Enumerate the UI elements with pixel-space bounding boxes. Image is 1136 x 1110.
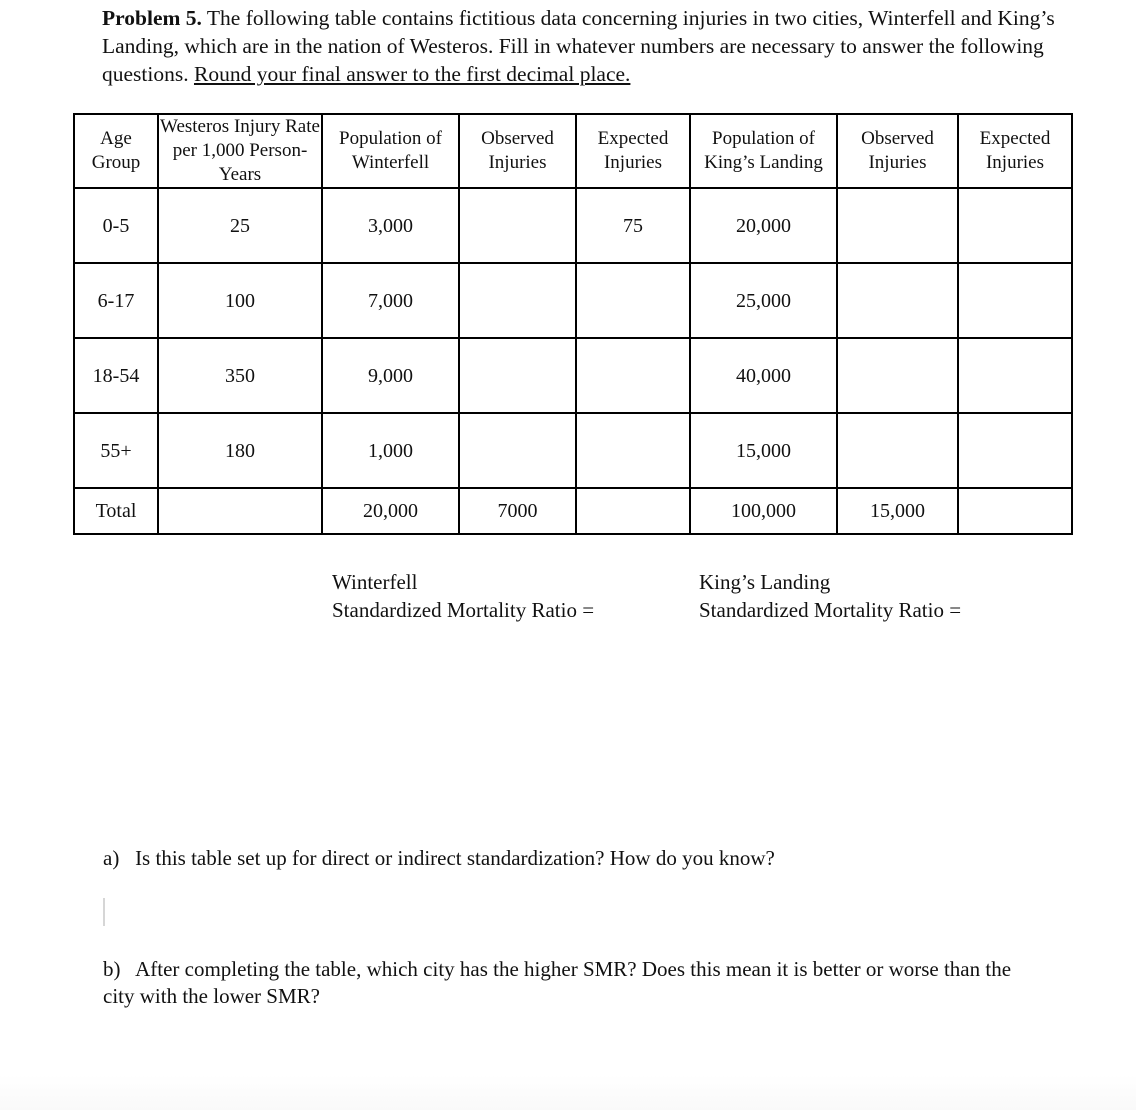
observed-kings-landing[interactable] (837, 188, 958, 263)
winterfell-smr (332, 568, 594, 624)
winterfell-smr-city: Winterfell (332, 570, 418, 594)
text-cursor (103, 898, 105, 926)
observed-winterfell[interactable] (459, 413, 576, 488)
header-observed-winterfell: Observed Injuries (459, 114, 576, 188)
age-group: 55+ (74, 413, 158, 488)
table-row (74, 188, 1072, 263)
problem-statement (102, 4, 1062, 88)
pop-winterfell: 1,000 (322, 413, 459, 488)
pop-kings-landing: 20,000 (690, 188, 837, 263)
kings-landing-smr-city: King’s Landing (699, 570, 831, 594)
injury-rate: 25 (158, 188, 322, 263)
kings-landing-smr-label: Standardized Mortality Ratio = (699, 598, 962, 622)
observed-kings-landing[interactable] (837, 263, 958, 338)
pop-winterfell: 7,000 (322, 263, 459, 338)
header-age-group: Age Group (74, 114, 158, 188)
table-row (74, 413, 1072, 488)
expected-winterfell[interactable]: 75 (576, 188, 690, 263)
table-row (74, 263, 1072, 338)
expected-kings-landing[interactable] (958, 188, 1072, 263)
observed-winterfell[interactable] (459, 188, 576, 263)
header-observed-kings-landing: Observed Injuries (837, 114, 958, 188)
observed-winterfell[interactable] (459, 338, 576, 413)
total-injury-rate (158, 488, 322, 534)
pop-kings-landing: 25,000 (690, 263, 837, 338)
header-expected-winterfell: Expected Injuries (576, 114, 690, 188)
expected-kings-landing[interactable] (958, 263, 1072, 338)
expected-winterfell[interactable] (576, 338, 690, 413)
total-expected-kings-landing[interactable] (958, 488, 1072, 534)
injury-table (73, 113, 1073, 535)
rounding-instruction: Round your final answer to the first decimal place. (193, 62, 631, 86)
injury-rate: 100 (158, 263, 322, 338)
injury-rate: 180 (158, 413, 322, 488)
winterfell-smr-label: Standardized Mortality Ratio = (332, 598, 595, 622)
pop-kings-landing: 40,000 (690, 338, 837, 413)
table-total-row (74, 488, 1072, 534)
total-pop-winterfell: 20,000 (322, 488, 459, 534)
header-pop-winterfell: Population of Winterfell (322, 114, 459, 188)
age-group: 18-54 (74, 338, 158, 413)
table-row (74, 338, 1072, 413)
table-header-row (74, 114, 1072, 188)
pop-winterfell: 9,000 (322, 338, 459, 413)
pop-winterfell: 3,000 (322, 188, 459, 263)
total-observed-winterfell: 7000 (459, 488, 576, 534)
question-b: b) After completing the table, which city has the higher SMR? Does this mean it is better or worse than the city with the lower SMR? (103, 957, 1017, 1008)
total-observed-kings-landing: 15,000 (837, 488, 958, 534)
observed-kings-landing[interactable] (837, 413, 958, 488)
problem-text: The following table contains fictitious data concerning injuries in two cities, Winterfell and King’s Landing, which are in the nation of Westeros. Fill in whatever numbers are necessary to answer the following questions. (102, 6, 1055, 86)
observed-kings-landing[interactable] (837, 338, 958, 413)
total-label: Total (74, 488, 158, 534)
expected-winterfell[interactable] (576, 413, 690, 488)
header-pop-kings-landing: Population of King’s Landing (690, 114, 837, 188)
question-a: a) Is this table set up for direct or indirect standardization? How do you know? (103, 846, 775, 870)
age-group: 0-5 (74, 188, 158, 263)
injury-rate: 350 (158, 338, 322, 413)
observed-winterfell[interactable] (459, 263, 576, 338)
expected-winterfell[interactable] (576, 263, 690, 338)
total-expected-winterfell[interactable] (576, 488, 690, 534)
header-injury-rate: Westeros Injury Rate per 1,000 Person-Years (158, 114, 322, 188)
age-group: 6-17 (74, 263, 158, 338)
expected-kings-landing[interactable] (958, 338, 1072, 413)
pop-kings-landing: 15,000 (690, 413, 837, 488)
kings-landing-smr (699, 568, 961, 624)
expected-kings-landing[interactable] (958, 413, 1072, 488)
problem-label: Problem 5. (102, 6, 202, 30)
total-pop-kings-landing: 100,000 (690, 488, 837, 534)
header-expected-kings-landing: Expected Injuries (958, 114, 1072, 188)
